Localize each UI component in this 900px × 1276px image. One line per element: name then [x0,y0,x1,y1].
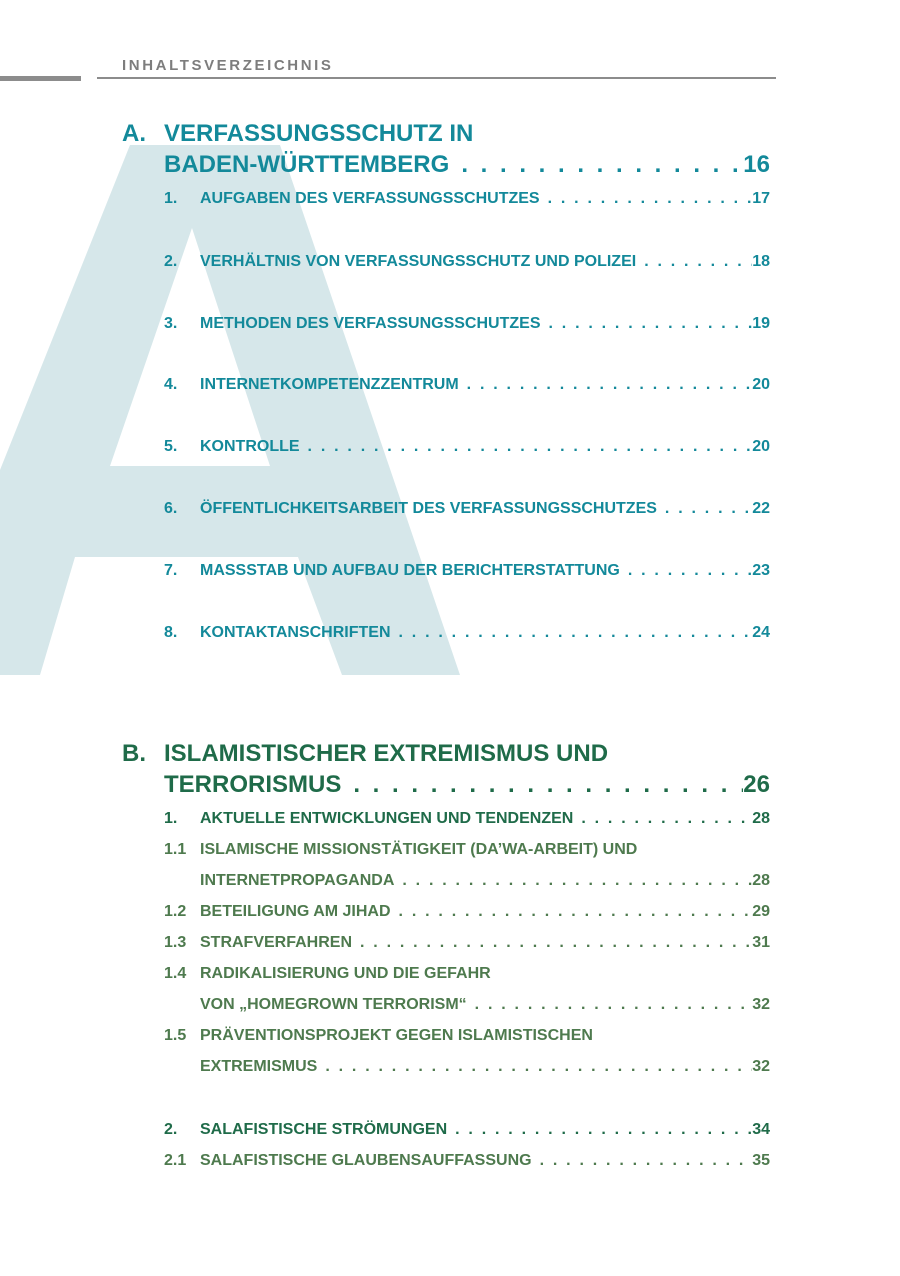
toc-entry-a7[interactable] [164,560,770,582]
dot-leader [628,560,752,582]
toc-entry-number: 1. [164,810,178,827]
toc-entry-b1-4-cont[interactable] [164,994,770,1016]
toc-entry-page: 34 [752,1121,770,1138]
toc-entry-page: 17 [752,190,770,207]
dot-leader [461,149,743,181]
toc-entry-number: 1.5 [164,1027,187,1044]
toc-entry-number: 7. [164,562,178,579]
toc-entry-title: AUFGABEN DES VERFASSUNGSSCHUTZES [200,190,540,207]
toc-entry-number: 1.2 [164,903,187,920]
toc-entry-b1-1[interactable] [164,839,770,861]
toc-entry-page: 20 [752,438,770,455]
toc-entry-b1-3[interactable] [164,932,770,954]
section-a-title-line2: BADEN-WÜRTTEMBERG [164,151,450,178]
toc-entry-title: STRAFVERFAHREN [200,934,353,951]
dot-leader [353,769,743,801]
toc-entry-page: 35 [752,1152,770,1169]
toc-entry-a3[interactable] [164,313,770,335]
toc-entry-title: VON „HOMEGROWN TERRORISM“ [200,996,467,1013]
toc-entry-a8[interactable] [164,622,770,644]
toc-entry-a6[interactable] [164,498,770,520]
dot-leader [360,932,752,954]
dot-leader [644,251,752,273]
toc-entry-b1-5[interactable] [164,1025,770,1047]
dot-leader [399,622,753,644]
toc-entry-number: 6. [164,500,178,517]
toc-entry-number: 5. [164,438,178,455]
toc-entry-page: 31 [752,934,770,951]
toc-entry-number: 4. [164,376,178,393]
toc-entry-b1-2[interactable] [164,901,770,923]
toc-entry-a5[interactable] [164,436,770,458]
dot-leader [581,808,752,830]
section-b-letter: B. [122,740,146,767]
section-a-title-entry[interactable] [164,149,770,181]
toc-entry-title: MASSSTAB UND AUFBAU DER BERICHTERSTATTUNG [200,562,620,579]
toc-entry-page: 22 [752,500,770,517]
toc-entry-b1-1-cont[interactable] [164,870,770,892]
section-b-title-entry[interactable] [164,769,770,801]
toc-entry-b2[interactable] [164,1119,770,1141]
toc-entry-title: PRÄVENTIONSPROJEKT GEGEN ISLAMISTISCHEN [200,1027,593,1044]
dot-leader [548,313,752,335]
toc-entry-page: 24 [752,624,770,641]
toc-entry-title: AKTUELLE ENTWICKLUNGEN UND TENDENZEN [200,810,574,827]
toc-entry-title: SALAFISTISCHE STRÖMUNGEN [200,1121,448,1138]
toc-entry-page: 19 [752,315,770,332]
toc-entry-a4[interactable] [164,374,770,396]
toc-entry-number: 2.1 [164,1152,187,1169]
toc-entry-title: BETEILIGUNG AM JIHAD [200,903,391,920]
dot-leader [399,901,753,923]
toc-entry-number: 1.4 [164,965,187,982]
dot-leader [540,1150,753,1172]
toc-entry-number: 2. [164,1121,178,1138]
toc-entry-title: METHODEN DES VERFASSUNGSSCHUTZES [200,315,541,332]
section-a-page: 16 [743,151,770,178]
toc-entry-page: 32 [752,996,770,1013]
dot-leader [402,870,752,892]
toc-entry-title: EXTREMISMUS [200,1058,318,1075]
toc-entry-title: KONTROLLE [200,438,300,455]
toc-entry-page: 32 [752,1058,770,1075]
dot-leader [665,498,752,520]
header-rule-accent [0,76,81,81]
toc-entry-title: RADIKALISIERUNG UND DIE GEFAHR [200,965,491,982]
section-b-title-line1: ISLAMISTISCHER EXTREMISMUS UND [164,740,609,767]
dot-leader [308,436,753,458]
toc-entry-b1-5-cont[interactable] [164,1056,770,1078]
toc-entry-a1[interactable] [164,188,770,210]
toc-entry-number: 1.3 [164,934,187,951]
toc-entry-b2-1[interactable] [164,1150,770,1172]
page-header-title: INHALTSVERZEICHNIS [122,57,334,74]
dot-leader [467,374,753,396]
dot-leader [548,188,753,210]
toc-entry-title: ÖFFENTLICHKEITSARBEIT DES VERFASSUNGSSCHUTZES [200,500,657,517]
toc-entry-page: 20 [752,376,770,393]
toc-entry-number: 1.1 [164,841,187,858]
section-a-letter: A. [122,120,146,147]
toc-entry-b1[interactable] [164,808,770,830]
toc-entry-number: 1. [164,190,178,207]
toc-entry-page: 18 [752,253,770,270]
toc-entry-page: 23 [752,562,770,579]
toc-entry-a2[interactable] [164,251,770,273]
toc-entry-page: 28 [752,872,770,889]
dot-leader [325,1056,752,1078]
toc-entry-page: 29 [752,903,770,920]
toc-entry-number: 2. [164,253,178,270]
dot-leader [455,1119,752,1141]
toc-entry-b1-4[interactable] [164,963,770,985]
dot-leader [475,994,753,1016]
toc-entry-title: VERHÄLTNIS VON VERFASSUNGSSCHUTZ UND POLIZEI [200,253,637,270]
toc-entry-number: 8. [164,624,178,641]
toc-entry-title: INTERNETKOMPETENZZENTRUM [200,376,459,393]
section-b-page: 26 [743,771,770,798]
toc-entry-number: 3. [164,315,178,332]
toc-entry-title: INTERNETPROPAGANDA [200,872,395,889]
section-a-title-line1: VERFASSUNGSSCHUTZ IN [164,120,474,147]
toc-entry-title: KONTAKTANSCHRIFTEN [200,624,391,641]
header-rule [97,77,776,79]
toc-entry-title: SALAFISTISCHE GLAUBENSAUFFASSUNG [200,1152,532,1169]
toc-entry-page: 28 [752,810,770,827]
section-b-title-line2: TERRORISMUS [164,771,342,798]
toc-entry-title: ISLAMISCHE MISSIONSTÄTIGKEIT (DA’WA-ARBEIT) UND [200,841,638,858]
